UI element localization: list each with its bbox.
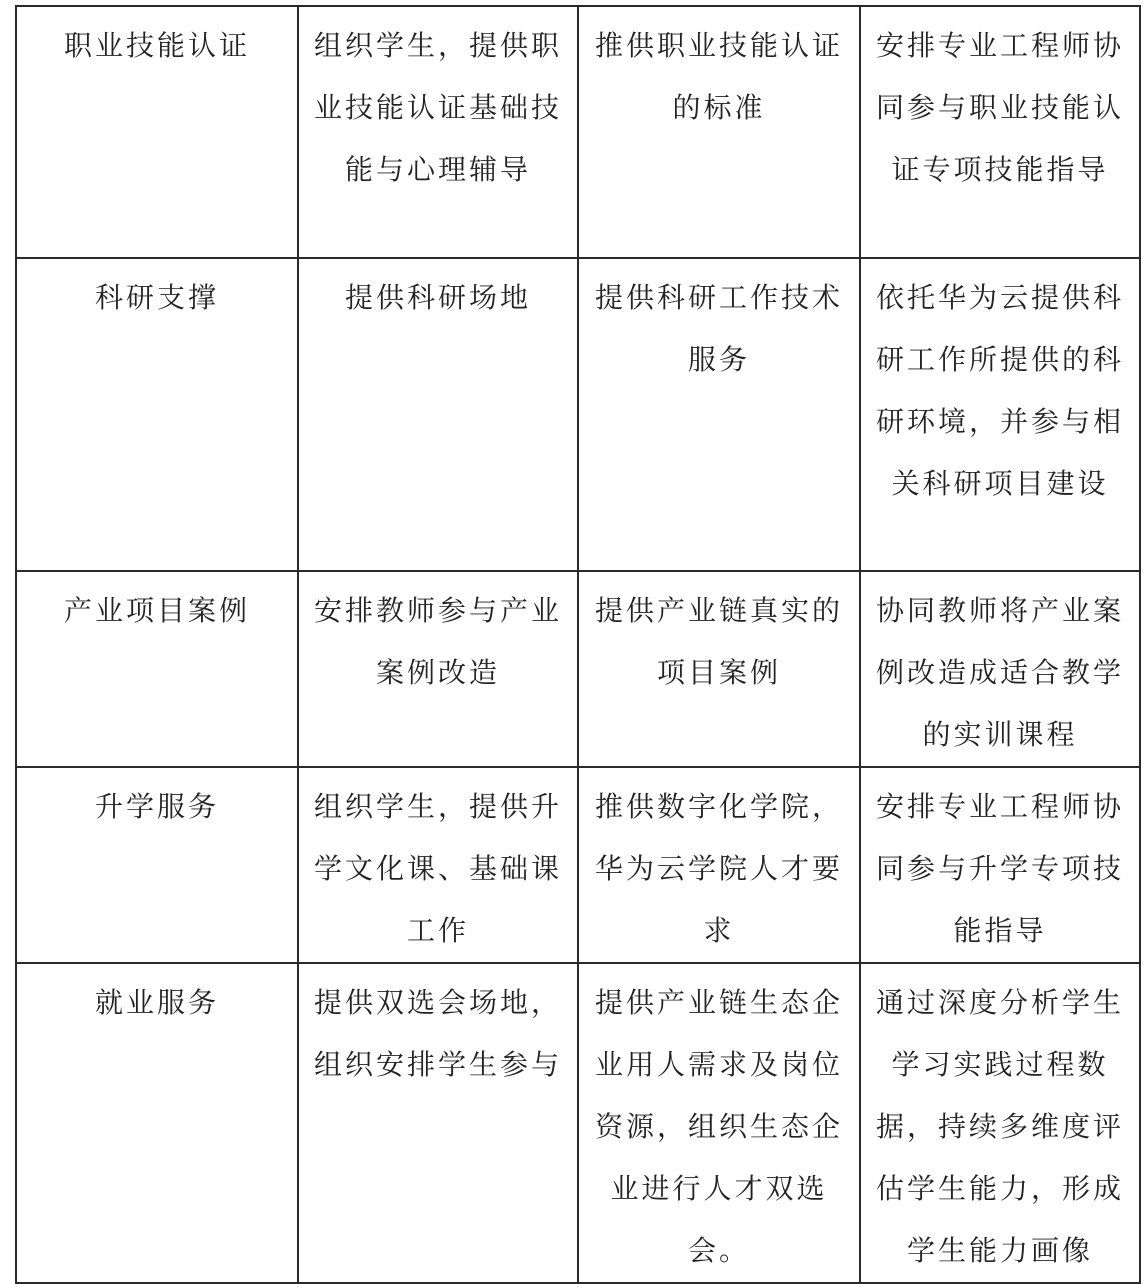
table-cell bbox=[578, 258, 860, 571]
table-cell-category bbox=[16, 963, 298, 1283]
table-cell bbox=[298, 767, 578, 963]
table-cell bbox=[860, 571, 1140, 767]
cell-text: 升学服务 bbox=[94, 790, 219, 823]
cell-text: 安排专业工程师协同参与升学专项技能指导 bbox=[875, 790, 1124, 947]
table-cell bbox=[860, 258, 1140, 571]
table-cell bbox=[298, 571, 578, 767]
cell-text: 安排专业工程师协同参与职业技能认证专项技能指导 bbox=[875, 29, 1124, 186]
cell-text: 提供产业链生态企业用人需求及岗位资源，组织生态企业进行人才双选会。 bbox=[594, 986, 843, 1267]
cell-text: 组织学生，提供升学文化课、基础课工作 bbox=[313, 790, 562, 947]
table-cell bbox=[578, 6, 860, 258]
cell-text: 推供职业技能认证的标准 bbox=[594, 29, 843, 124]
table-row bbox=[16, 258, 1140, 571]
table-cell-category bbox=[16, 767, 298, 963]
table-cell-category bbox=[16, 258, 298, 571]
cooperation-table-container bbox=[15, 5, 1141, 1284]
cell-text: 通过深度分析学生学习实践过程数据，持续多维度评估学生能力，形成学生能力画像 bbox=[875, 986, 1124, 1267]
table-cell bbox=[860, 6, 1140, 258]
cell-text: 职业技能认证 bbox=[63, 29, 250, 62]
cell-text: 提供双选会场地，组织安排学生参与 bbox=[313, 986, 562, 1081]
table-cell bbox=[860, 767, 1140, 963]
table-cell bbox=[578, 963, 860, 1283]
table-cell bbox=[578, 571, 860, 767]
table-cell-category bbox=[16, 6, 298, 258]
table-cell bbox=[860, 963, 1140, 1283]
cell-text: 依托华为云提供科研工作所提供的科研环境，并参与相关科研项目建设 bbox=[875, 281, 1124, 500]
cell-text: 产业项目案例 bbox=[63, 594, 250, 627]
table-cell-category bbox=[16, 571, 298, 767]
cell-text: 提供产业链真实的项目案例 bbox=[594, 594, 843, 689]
table-row bbox=[16, 963, 1140, 1283]
cell-text: 组织学生，提供职业技能认证基础技能与心理辅导 bbox=[313, 29, 562, 186]
cell-text: 就业服务 bbox=[94, 986, 219, 1019]
cooperation-table bbox=[15, 5, 1141, 1284]
table-cell bbox=[298, 258, 578, 571]
table-row bbox=[16, 6, 1140, 258]
table-cell bbox=[298, 6, 578, 258]
cell-text: 提供科研场地 bbox=[344, 281, 531, 314]
table-cell bbox=[298, 963, 578, 1283]
table-cell bbox=[578, 767, 860, 963]
cell-text: 推供数字化学院，华为云学院人才要求 bbox=[594, 790, 843, 947]
cell-text: 提供科研工作技术服务 bbox=[594, 281, 843, 376]
cell-text: 协同教师将产业案例改造成适合教学的实训课程 bbox=[875, 594, 1124, 751]
cell-text: 科研支撑 bbox=[94, 281, 219, 314]
table-row bbox=[16, 571, 1140, 767]
cell-text: 安排教师参与产业案例改造 bbox=[313, 594, 562, 689]
table-row bbox=[16, 767, 1140, 963]
